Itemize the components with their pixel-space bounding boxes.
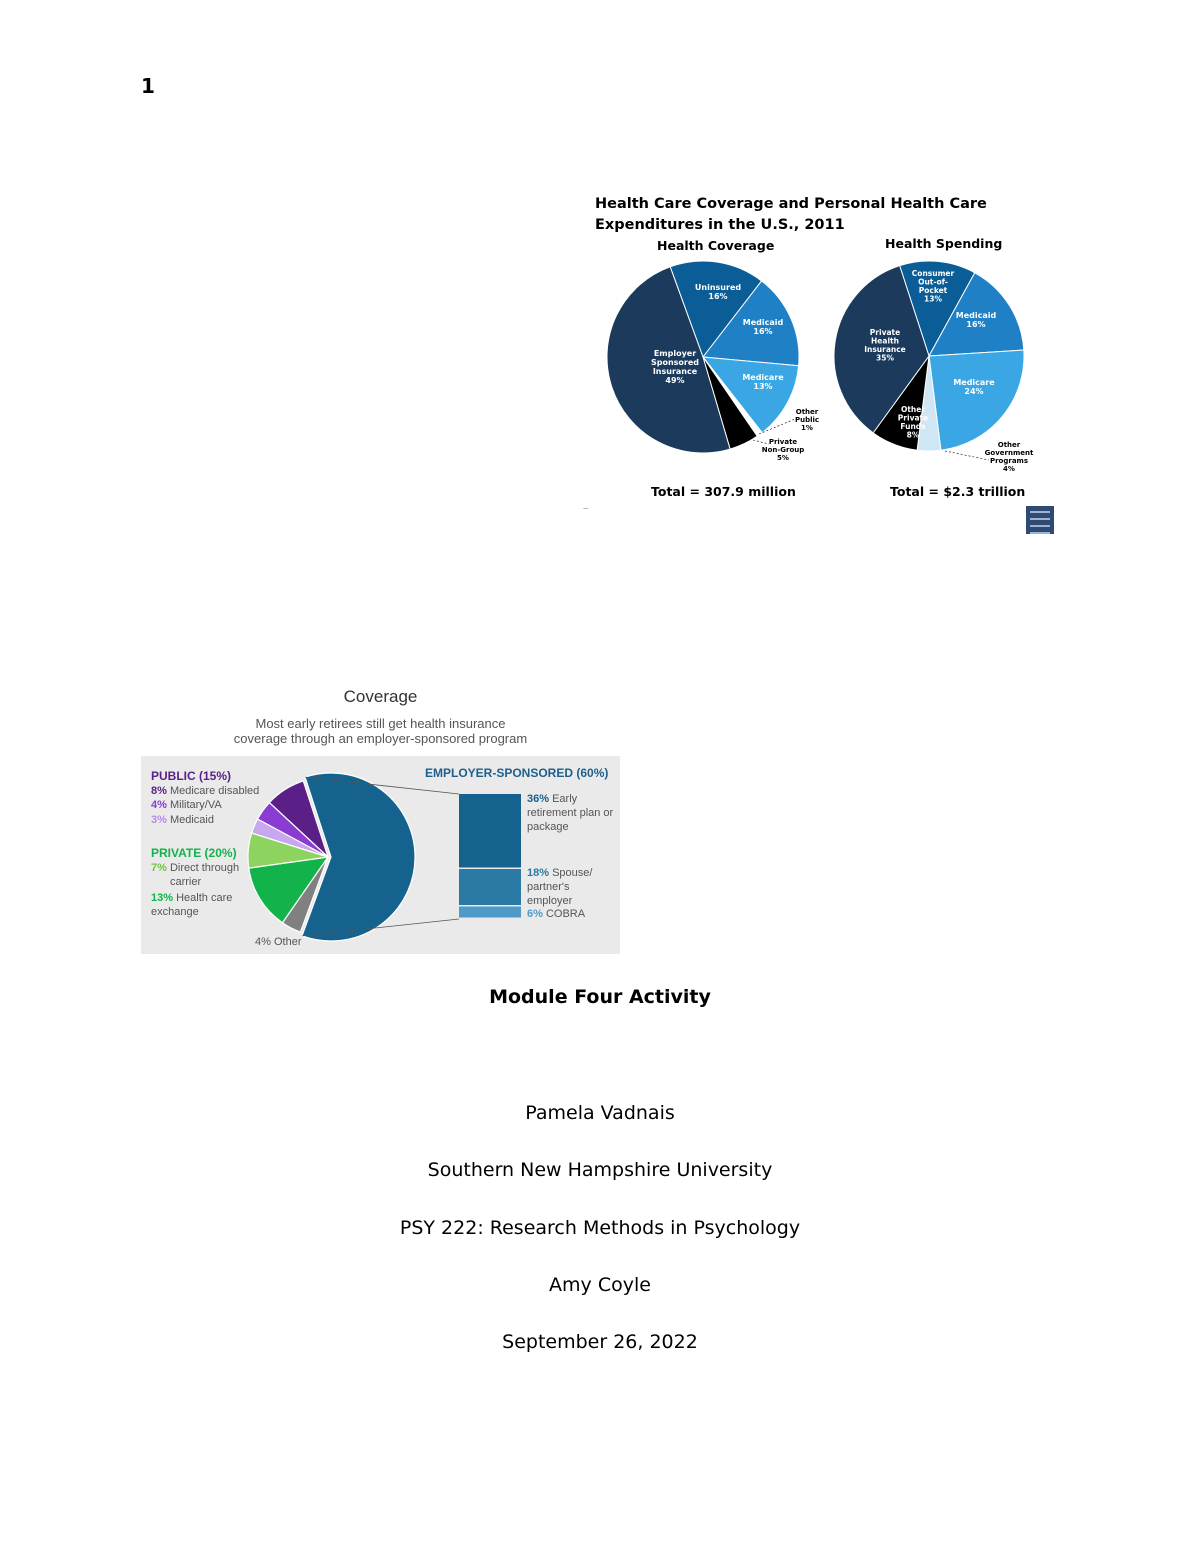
public-item-military: 4% Military/VA <box>151 799 222 811</box>
slice-label: Medicaid 16% <box>955 311 997 329</box>
slice-label: Uninsured 16% <box>694 283 742 301</box>
document-title: Module Four Activity <box>489 986 711 1008</box>
leader-line <box>753 440 769 444</box>
author-name: Pamela Vadnais <box>525 1102 675 1124</box>
document-date: September 26, 2022 <box>502 1331 698 1353</box>
page-number: 1 <box>141 74 155 98</box>
employer-header: EMPLOYER-SPONSORED (60%) <box>425 766 609 780</box>
slice-label: Medicaid 16% <box>742 318 784 336</box>
public-item-medicaid: 3% Medicaid <box>151 814 214 826</box>
spending-total: Total = $2.3 trillion <box>890 484 1026 499</box>
private-item-direct: 7% Direct through carrier <box>151 862 240 888</box>
early-retiree-coverage-figure <box>141 686 620 954</box>
other-label: 4% Other <box>255 936 302 948</box>
slice-label: Other Government Programs 4% <box>984 441 1034 473</box>
health-coverage-spending-figure <box>583 190 1058 540</box>
slice-label: Private Non-Group 5% <box>761 438 805 462</box>
slice-label: Medicare 13% <box>742 373 784 391</box>
slice-label: Employer Sponsored Insurance 49% <box>650 349 700 385</box>
slice-label: Consumer Out-of-Pocket 13% <box>911 269 955 304</box>
coverage-title: Coverage <box>343 687 418 706</box>
health-coverage-subtitle: Health Coverage <box>657 238 775 253</box>
spending-slice <box>929 350 1024 450</box>
slice-label: Other Public 1% <box>794 408 820 432</box>
slice-label: Private Health Insurance 35% <box>864 328 906 363</box>
coverage-subtitle: Most early retirees still get health insurance coverage through an employer-sponsored program <box>233 716 528 746</box>
employer-item-spouse: 18% Spouse/ partner's employer <box>527 867 593 907</box>
course-name: PSY 222: Research Methods in Psychology <box>399 1217 801 1239</box>
employer-bar-segment <box>459 794 521 868</box>
institution-name: Southern New Hampshire University <box>427 1159 773 1181</box>
leader-line <box>945 451 989 460</box>
slice-label: Other Private Funds 8% <box>897 405 929 440</box>
employer-bar-segment <box>459 869 521 905</box>
slice-label: Medicare 24% <box>953 378 995 396</box>
public-header: PUBLIC (15%) <box>151 769 232 783</box>
pie-charts <box>583 190 1058 505</box>
employer-bar-segment <box>459 907 521 918</box>
employer-item-cobra: 6% COBRA <box>527 908 586 920</box>
notes-line: — <box>583 506 660 512</box>
employer-item-early: 36% Early retirement plan or package <box>527 793 614 833</box>
private-header: PRIVATE (20%) <box>151 846 237 860</box>
logo-icon <box>1026 506 1054 534</box>
figure-title: Health Care Coverage and Personal Health Care Expenditures in the U.S., 2011 <box>595 196 987 233</box>
public-item-medicare: 8% Medicare disabled <box>151 785 260 797</box>
instructor-name: Amy Coyle <box>549 1274 651 1296</box>
private-item-exchange: 13% Health care exchange <box>151 892 233 918</box>
coverage-total: Total = 307.9 million <box>651 484 796 499</box>
figure-notes <box>583 505 1013 514</box>
health-spending-subtitle: Health Spending <box>885 236 1003 251</box>
